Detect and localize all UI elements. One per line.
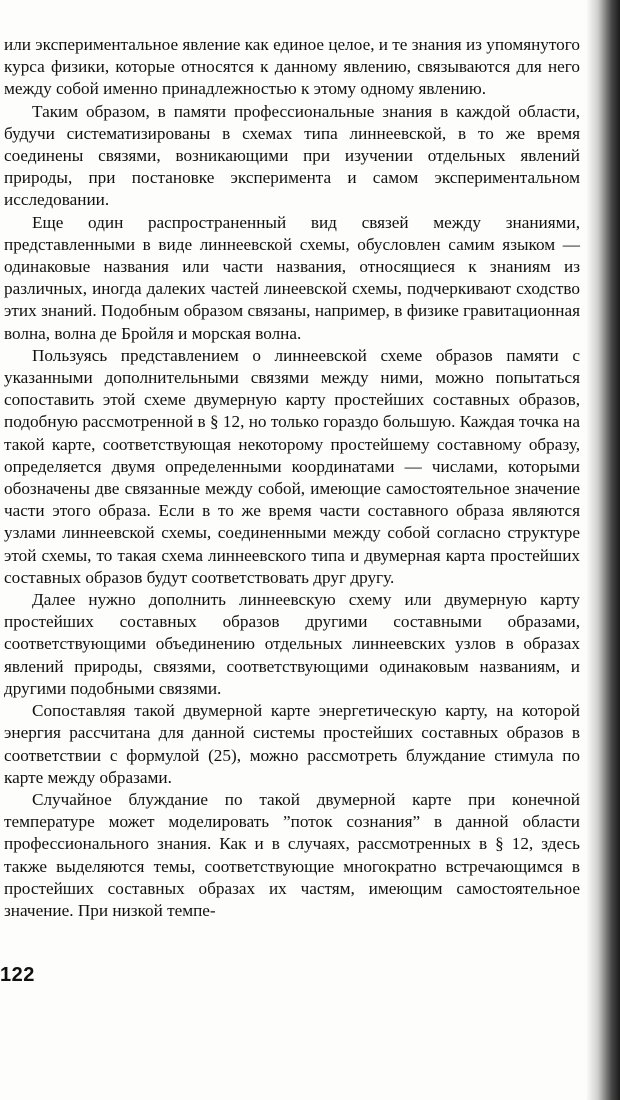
body-text: [4, 34, 580, 922]
paragraph: Еще один распространенный вид связей между знаниями, представленными в виде линнеевской схемы, обусловлен самим языком — одинаковые названия или части названия, относящиеся к знаниям из различных, иногда далеких частей линеевской схемы, подчеркивают сходство этих знаний. Подобным образом связаны, например, в физике гравитационная волна, волна де Бройля и морская волна.: [4, 212, 580, 343]
paragraph: Сопоставляя такой двумерной карте энергетическую карту, на которой энергия рассчитана для данной системы простейших составных образов в соответствии с формулой (25), можно рассмотреть блуждание стимула по карте между образами.: [4, 701, 580, 787]
page-edge-shadow: [586, 0, 620, 1100]
paragraph: Случайное блуждание по такой двумерной карте при конечной температуре может моделировать ”поток сознания” в данной области профессионального знания. Как и в случаях, рассмотренных в § 12, здесь также выделяются темы, соответствующие многократно встречающимся в простейших составных образах их частям, имеющим самостоятельное значение. При низкой темпе-: [4, 789, 580, 920]
page-number: 122: [0, 964, 35, 986]
paragraph: Пользуясь представлением о линнеевской схеме образов памяти с указанными дополнительными связями между ними, можно попытаться сопоставить этой схеме двумерную карту простейших составных образов, подобную рассмотренной в § 12, но только гораздо большую. Каждая точка на такой карте, соответствующая некоторому простейшему составному образу, определяется двумя определенными координатами — числами, которыми обозначены две связанные между собой, имеющие самостоятельное значение части этого образа. Если в то же время части составного образа являются узлами линнеевской схемы, соединенными между собой согласно структуре этой схемы, то такая схема линнеевского типа и двумерная карта простейших составных образов будут соответствовать друг другу.: [4, 345, 580, 587]
paragraph: Далее нужно дополнить линнеевскую схему или двумерную карту простейших составных образов другими составными образами, соответствующими объединению отдельных линнеевских узлов в образах явлений природы, связями, соответствующими одинаковым названиям, и другими подобными связями.: [4, 590, 580, 698]
paragraph: Таким образом, в памяти профессиональные знания в каждой области, будучи систематизированы в схемах типа линнеевской, в то же время соединены связями, возникающими при изучении отдельных явлений природы, при постановке эксперимента и самом экспериментальном исследовании.: [4, 101, 580, 210]
paragraph-continuation: или экспериментальное явление как единое целое, и те знания из упомянутого курса физики, которые относятся к данному явлению, связываются для него между собой именно принадлежностью к этому одному явлению.: [4, 35, 580, 99]
